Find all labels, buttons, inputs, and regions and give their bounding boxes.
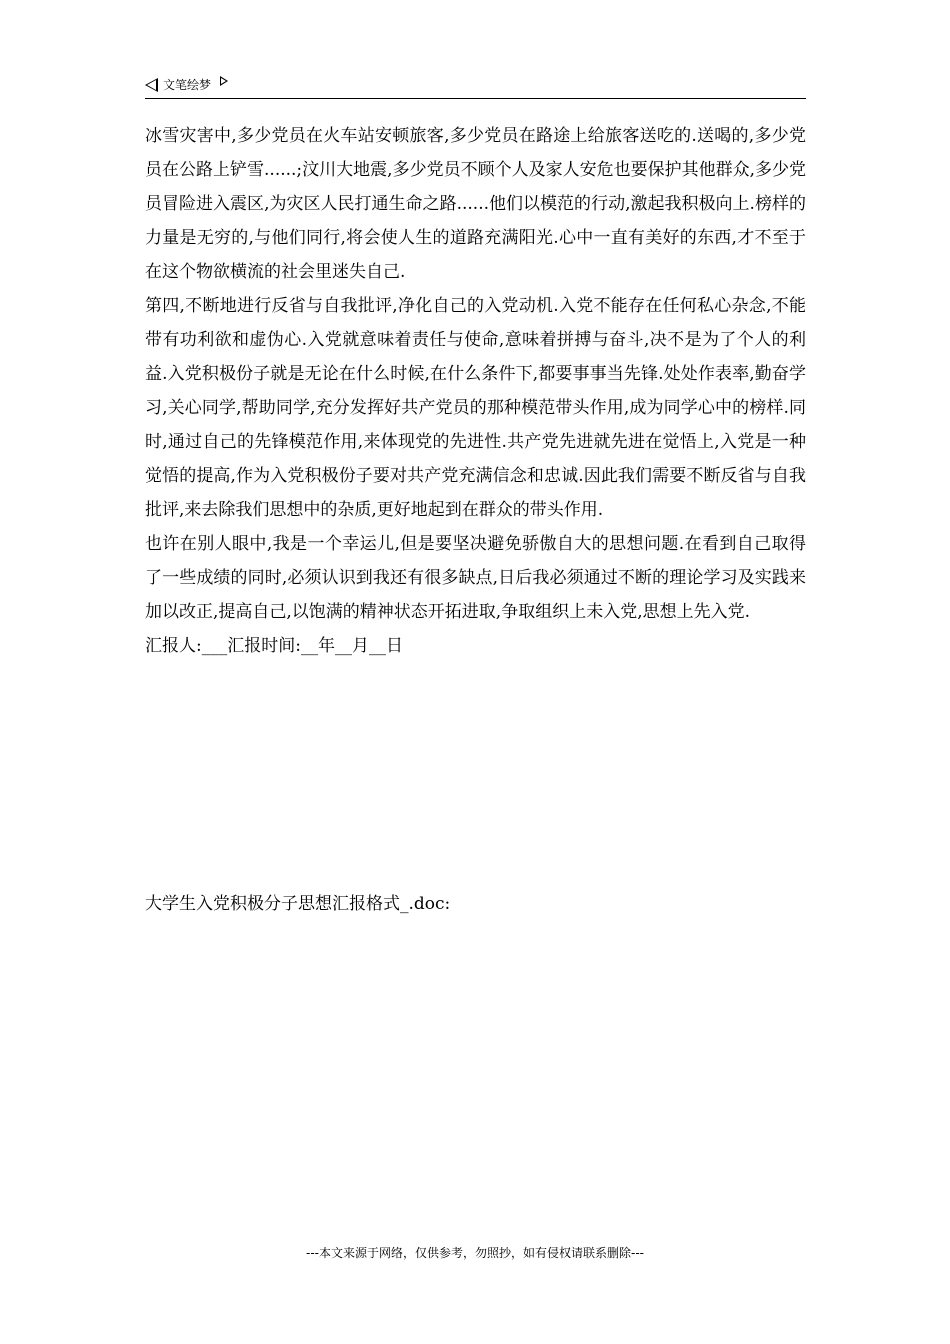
paragraph-1: 冰雪灾害中,多少党员在火车站安顿旅客,多少党员在路途上给旅客送吃的.送喝的,多少党员在公路上铲雪......;汶川大地震,多少党员不顾个人及家人安危也要保护其他群众,多少党员冒险进入震区,为灾区人民打通生命之路......他们以模范的行动,激起我积极向上.榜样的力量是无穷的,与他们同行,将会使人生的道路充满阳光.心中一直有美好的东西,才不至于在这个物欲横流的社会里迷失自己. (145, 126, 806, 282)
signature-line: 汇报人:___汇报时间:__年__月__日 (145, 636, 403, 656)
page-footer: ---本文来源于网络，仅供参考，勿照抄，如有侵权请联系删除--- (306, 1246, 644, 1260)
document-filename: 大学生入党积极分子思想汇报格式_.doc: (145, 894, 451, 914)
paragraph-3: 也许在别人眼中,我是一个幸运儿,但是要坚决避免骄傲自大的思想问题.在看到自己取得了一些成绩的同时,必须认识到我还有很多缺点,日后我必须通过不断的理论学习及实践来加以改正,提高自己,以饱满的精神状态开拓进取,争取组织上未入党,思想上先入党. (145, 534, 806, 622)
paragraph-2: 第四,不断地进行反省与自我批评,净化自己的入党动机.入党不能存在任何私心杂念,不能带有功利欲和虚伪心.入党就意味着责任与使命,意味着拼搏与奋斗,决不是为了个人的利益.入党积极份子就是无论在什么时候,在什么条件下,都要事事当先锋.处处作表率,勤奋学习,关心同学,帮助同学,充分发挥好共产党员的那种模范带头作用,成为同学心中的榜样.同时,通过自己的先锋模范作用,来体现党的先进性.共产党先进就先进在觉悟上,入党是一种觉悟的提高,作为入党积极份子要对共产党充满信念和忠诚.因此我们需要不断反省与自我批评,来去除我们思想中的杂质,更好地起到在群众的带头作用. (145, 296, 806, 520)
header-brand (145, 76, 228, 93)
page-header (145, 72, 806, 99)
header-title: 文笔绘梦 (163, 78, 212, 92)
triangle-left-icon (145, 78, 158, 92)
document-body (145, 119, 806, 663)
triangle-right-icon (220, 76, 228, 86)
